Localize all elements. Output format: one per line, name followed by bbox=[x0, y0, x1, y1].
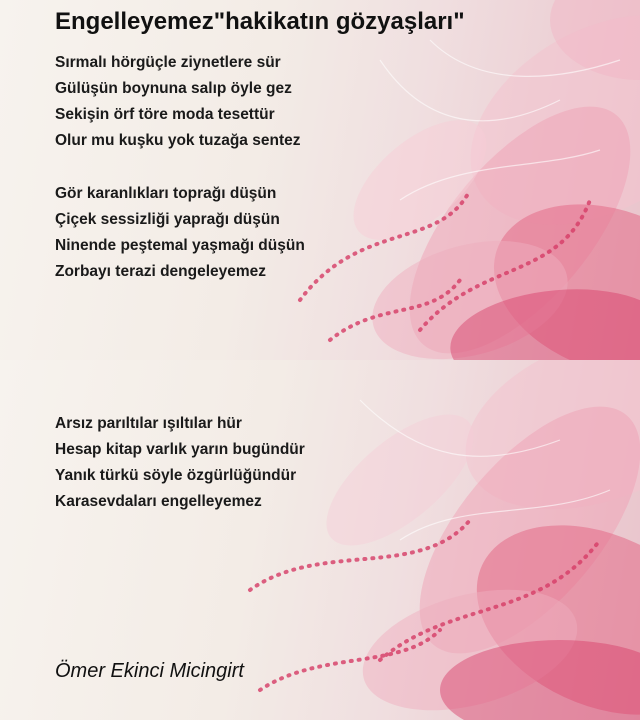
poem-line: Zorbayı terazi dengeleyemez bbox=[55, 263, 267, 280]
poem-line: Karasevdaları engelleyemez bbox=[55, 493, 262, 510]
poem-line: Sekişin örf töre moda tesettür bbox=[55, 106, 275, 123]
poem-line: Olur mu kuşku yok tuzağa sentez bbox=[55, 132, 301, 149]
poem-author: Ömer Ekinci Micingirt bbox=[55, 660, 244, 682]
stanza-2 bbox=[55, 181, 305, 285]
poem-line: Çiçek sessizliği yaprağı düşün bbox=[55, 211, 280, 228]
poem-line: Sırmalı hörgüçle ziynetlere sür bbox=[55, 54, 281, 71]
poem-line: Ninende peştemal yaşmağı düşün bbox=[55, 237, 305, 254]
stanza-3 bbox=[55, 411, 305, 515]
poem-line: Yanık türkü söyle özgürlüğündür bbox=[55, 467, 297, 484]
poem-line: Hesap kitap varlık yarın bugündür bbox=[55, 441, 305, 458]
poem-title: Engelleyemez"hakikatın gözyaşları" bbox=[55, 8, 465, 35]
poem-line: Gör karanlıkları toprağı düşün bbox=[55, 185, 277, 202]
stanza-1 bbox=[55, 50, 300, 154]
poem-line: Gülüşün boynuna salıp öyle gez bbox=[55, 80, 292, 97]
poem-line: Arsız parıltılar ışıltılar hür bbox=[55, 415, 242, 432]
